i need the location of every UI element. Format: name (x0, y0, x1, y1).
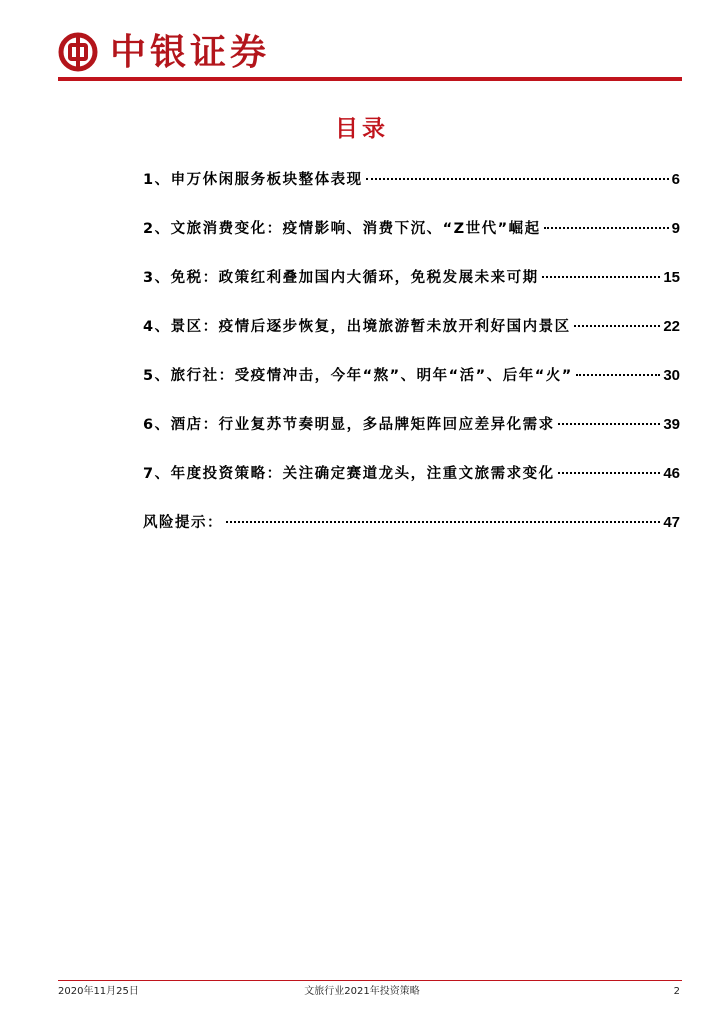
toc-leader-dots (574, 325, 661, 327)
toc-page-number: 15 (663, 269, 680, 286)
toc-leader-dots (558, 472, 661, 474)
footer-report-title: 文旅行业2021年投资策略 (304, 986, 420, 997)
toc-leader-dots (366, 178, 669, 180)
toc-entry-text: 风险提示： (143, 515, 223, 531)
header-divider (58, 77, 682, 81)
toc-entry-3[interactable] (143, 268, 680, 288)
toc-entry-text: 3、免税：政策红利叠加国内大循环，免税发展未来可期 (143, 270, 539, 286)
toc-entry-text: 4、景区：疫情后逐步恢复，出境旅游暂未放开利好国内景区 (143, 319, 571, 335)
toc-page-number: 39 (663, 416, 680, 433)
toc-page-number: 9 (671, 220, 680, 237)
toc-page-number: 30 (663, 367, 680, 384)
toc-entry-2[interactable] (143, 219, 680, 239)
toc-entry-5[interactable] (143, 366, 680, 386)
toc-entry-7[interactable] (143, 464, 680, 484)
toc-leader-dots (542, 276, 661, 278)
toc-entry-text: 1、申万休闲服务板块整体表现 (143, 172, 363, 188)
toc-page-number: 46 (663, 465, 680, 482)
brand-name: 中银证券 (110, 31, 271, 73)
bank-of-china-logo-icon (58, 32, 98, 72)
toc-leader-dots (544, 227, 669, 229)
toc-entry-risk[interactable] (143, 513, 680, 533)
toc-leader-dots (576, 374, 661, 376)
footer-page-number: 2 (673, 986, 680, 997)
toc-entry-4[interactable] (143, 317, 680, 337)
toc-entry-text: 2、文旅消费变化：疫情影响、消费下沉、“Z世代”崛起 (143, 221, 541, 237)
toc-entry-6[interactable] (143, 415, 680, 435)
toc-entry-text: 5、旅行社：受疫情冲击，今年“熬”、明年“活”、后年“火” (143, 368, 573, 384)
toc-page-number: 47 (663, 514, 680, 531)
toc-entry-text: 6、酒店：行业复苏节奏明显，多品牌矩阵回应差异化需求 (143, 417, 555, 433)
toc-entry-1[interactable] (143, 170, 680, 190)
toc-leader-dots (558, 423, 661, 425)
footer-divider (58, 980, 682, 981)
toc-entry-text: 7、年度投资策略：关注确定赛道龙头，注重文旅需求变化 (143, 466, 555, 482)
toc-title: 目录 (335, 116, 389, 142)
toc-leader-dots (226, 521, 660, 523)
footer-date: 2020年11月25日 (58, 986, 139, 997)
toc-page-number: 6 (671, 171, 680, 188)
toc-page-number: 22 (663, 318, 680, 335)
page-header (58, 30, 270, 74)
